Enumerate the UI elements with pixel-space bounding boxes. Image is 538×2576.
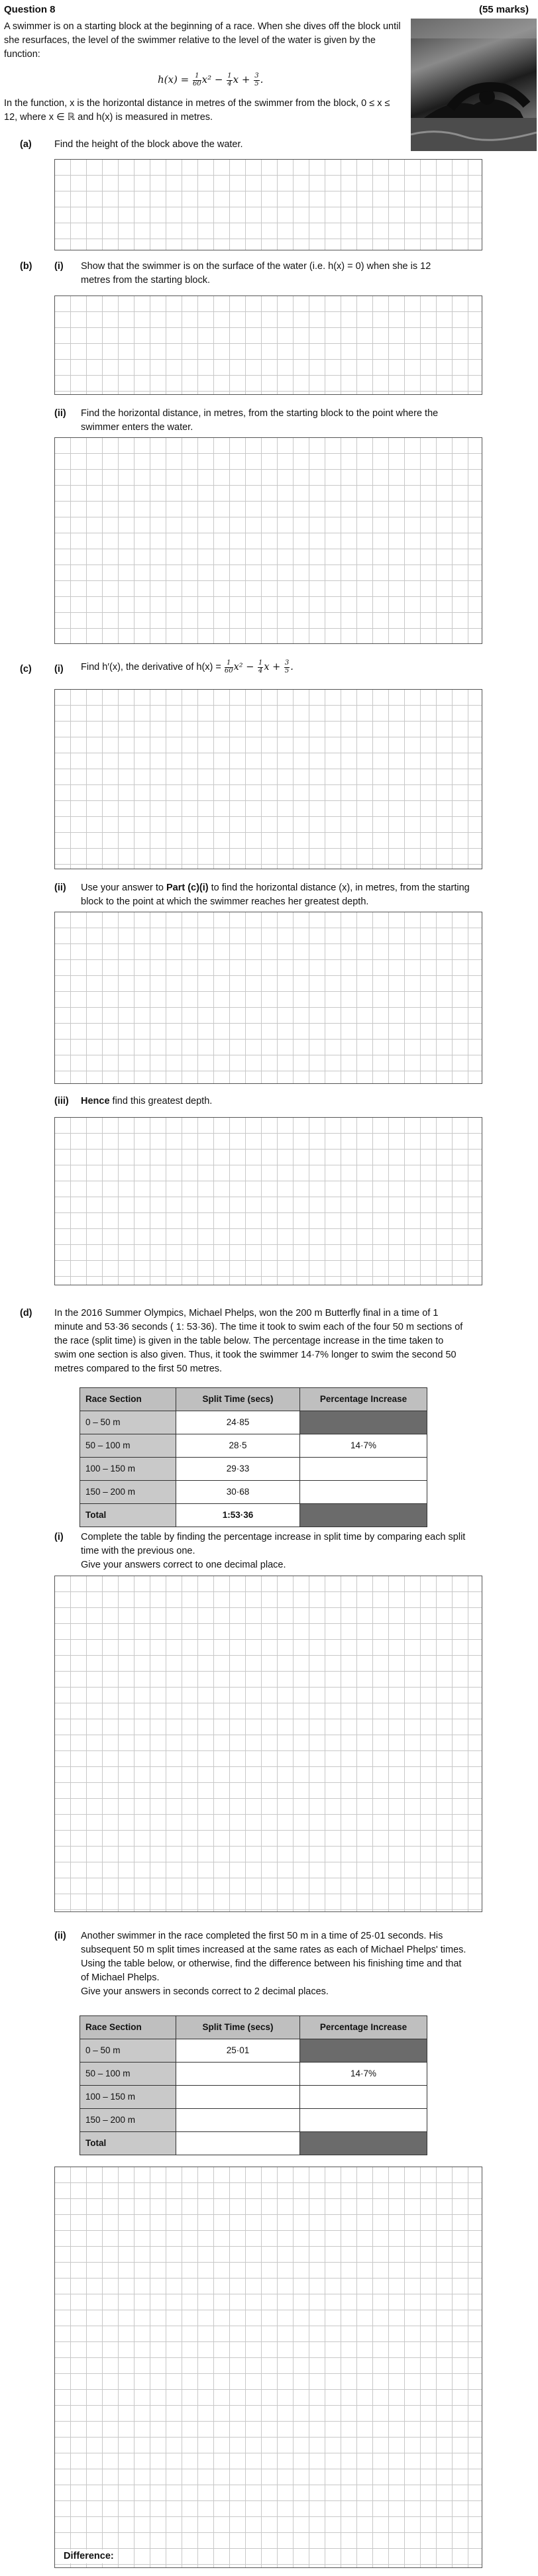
part-a-label: (a) bbox=[20, 139, 32, 150]
part-c-ii-text: Use your answer to Part (c)(i) to find the horizontal distance (x), in metres, from the starting block to the point at which the swimmer reaches her greatest depth. bbox=[81, 883, 470, 908]
table-cell-split: 30·68 bbox=[176, 1481, 300, 1504]
part-b-label: (b) bbox=[20, 261, 32, 272]
table-cell-section: 50 – 100 m bbox=[80, 2063, 176, 2086]
answer-grid-d-i[interactable] bbox=[54, 1576, 482, 1912]
answer-grid-c-i[interactable] bbox=[54, 689, 482, 869]
table-cell-section: 150 – 200 m bbox=[80, 1481, 176, 1504]
table-cell-section: 100 – 150 m bbox=[80, 1458, 176, 1481]
answer-grid-c-ii[interactable] bbox=[54, 912, 482, 1084]
function-equation bbox=[158, 73, 263, 87]
table-cell-shaded bbox=[300, 1411, 427, 1434]
part-b-ii-label: (ii) bbox=[54, 408, 66, 419]
table-header: Race Section bbox=[80, 1388, 176, 1411]
part-d-ii-label: (ii) bbox=[54, 1931, 66, 1941]
part-c-i-label: (i) bbox=[54, 664, 64, 674]
part-c-iii-label: (iii) bbox=[54, 1096, 69, 1106]
table-cell-percentage: 14·7% bbox=[300, 1434, 427, 1458]
part-c-i-text: Find h′(x), the derivative of h(x) = $\frac{1}{60}$ x² − $\frac{1}{4}$ x + $\frac{3}{5}$ . bbox=[81, 659, 294, 674]
table-row bbox=[80, 1458, 427, 1481]
part-b-i-text: Show that the swimmer is on the surface of the water (i.e. h(x) = 0) when she is 12 metres from the starting block. bbox=[81, 261, 431, 286]
table-cell-percentage-input[interactable] bbox=[300, 1458, 427, 1481]
table-cell-percentage-input[interactable] bbox=[300, 2086, 427, 2109]
question-title: Question 8 bbox=[4, 4, 56, 15]
part-c-label: (c) bbox=[20, 664, 32, 674]
swimmer-silhouette-icon bbox=[411, 19, 537, 151]
table-cell-split: 1:53·36 bbox=[176, 1504, 300, 1527]
table-header: Split Time (secs) bbox=[176, 1388, 300, 1411]
table-header: Race Section bbox=[80, 2016, 176, 2039]
table-row bbox=[80, 2063, 427, 2086]
part-c-ii-label: (ii) bbox=[54, 883, 66, 893]
table-header-row bbox=[80, 2016, 427, 2039]
table-cell-split: 28·5 bbox=[176, 1434, 300, 1458]
table-cell-split-input[interactable] bbox=[176, 2086, 300, 2109]
table-cell-section: Total bbox=[80, 1504, 176, 1527]
fraction-1-4: $\frac{1}{4}$ bbox=[227, 72, 232, 87]
answer-grid-c-iii[interactable] bbox=[54, 1117, 482, 1285]
function-term-2: x + bbox=[233, 74, 254, 85]
table-cell-section: 50 – 100 m bbox=[80, 1434, 176, 1458]
table-cell-shaded bbox=[300, 2039, 427, 2063]
table-cell-split: 25·01 bbox=[176, 2039, 300, 2063]
table-cell-percentage-input[interactable] bbox=[300, 1481, 427, 1504]
function-term-1: x² − bbox=[201, 74, 227, 85]
fraction-1-60: $\frac{1}{60}$ bbox=[192, 72, 201, 87]
table-cell-section: 0 – 50 m bbox=[80, 1411, 176, 1434]
question-marks: (55 marks) bbox=[478, 4, 529, 15]
part-b-i-label: (i) bbox=[54, 261, 64, 272]
table-row-total bbox=[80, 1504, 427, 1527]
part-b-ii-text: Find the horizontal distance, in metres, from the starting block to the point where the swimmer enters the water. bbox=[81, 408, 439, 433]
part-a-text: Find the height of the block above the water. bbox=[54, 139, 243, 150]
table-row bbox=[80, 2109, 427, 2132]
intro-paragraph: A swimmer is on a starting block at the beginning of a race. When she dives off the block until she resurfaces, the level of the swimmer relative to the level of the water is given by the function: bbox=[4, 21, 401, 60]
answer-grid-b-i[interactable] bbox=[54, 295, 482, 395]
table-row bbox=[80, 1411, 427, 1434]
part-d-label: (d) bbox=[20, 1308, 32, 1318]
part-d-ii-text: Another swimmer in the race completed the first 50 m in a time of 25·01 seconds. His subsequent 50 m split times increased at the same rates as each of Michael Phelps' times. Using the table below, or otherwise, find the difference between his finishing time and that of Michael Phelps. Give your answers in seconds correct to 2 decimal places. bbox=[81, 1931, 466, 1998]
table-row bbox=[80, 2039, 427, 2063]
part-d-i-text: Complete the table by finding the percentage increase in split time by comparing each split time with the previous one. Give your answers correct to one decimal place. bbox=[81, 1532, 466, 1571]
table-cell-section: 100 – 150 m bbox=[80, 2086, 176, 2109]
table-cell-section: 0 – 50 m bbox=[80, 2039, 176, 2063]
table-header: Split Time (secs) bbox=[176, 2016, 300, 2039]
part-d-text: In the 2016 Summer Olympics, Michael Phelps, won the 200 m Butterfly final in a time of 1 minute and 53·36 seconds ( 1: 53·36). The time it took to swim each of the four 50 m sections of the race (split time) is given in the table below. The percentage increase in the time taken to swim one section is also given. Thus, it took the swimmer 14·7% longer to swim the second 50 metres compared to the first 50 metres. bbox=[54, 1308, 463, 1375]
answer-grid-d-ii[interactable] bbox=[54, 2167, 482, 2568]
split-times-table bbox=[80, 1387, 427, 1527]
table-cell-split: 29·33 bbox=[176, 1458, 300, 1481]
answer-grid-a[interactable] bbox=[54, 159, 482, 250]
table-cell-section: 150 – 200 m bbox=[80, 2109, 176, 2132]
table-row-total bbox=[80, 2132, 427, 2155]
table-cell-percentage-input[interactable] bbox=[300, 2109, 427, 2132]
table-cell-shaded bbox=[300, 2132, 427, 2155]
fraction-3-5: $\frac{3}{5}$ bbox=[254, 72, 259, 87]
table-cell-split-input[interactable] bbox=[176, 2109, 300, 2132]
table-cell-split-input[interactable] bbox=[176, 2063, 300, 2086]
table-cell-split: 24·85 bbox=[176, 1411, 300, 1434]
answer-grid-b-ii[interactable] bbox=[54, 437, 482, 644]
table-cell-split-input[interactable] bbox=[176, 2132, 300, 2155]
part-d-i-label: (i) bbox=[54, 1532, 64, 1542]
table-row bbox=[80, 2086, 427, 2109]
table-cell-shaded bbox=[300, 1504, 427, 1527]
table-cell-section: Total bbox=[80, 2132, 176, 2155]
table-header: Percentage Increase bbox=[300, 2016, 427, 2039]
second-swimmer-table bbox=[80, 2015, 427, 2155]
function-lhs: h(x) = bbox=[158, 74, 192, 85]
table-cell-percentage: 14·7% bbox=[300, 2063, 427, 2086]
function-term-3: . bbox=[260, 74, 264, 85]
table-header: Percentage Increase bbox=[300, 1388, 427, 1411]
table-row bbox=[80, 1481, 427, 1504]
part-c-iii-text: Hence find this greatest depth. bbox=[81, 1096, 213, 1106]
table-row bbox=[80, 1434, 427, 1458]
intro-definition: In the function, x is the horizontal distance in metres of the swimmer from the block, 0 ≤ x ≤ 12, where x ∈ ℝ and h(x) is measured in metres. bbox=[4, 98, 390, 123]
table-header-row bbox=[80, 1388, 427, 1411]
difference-label: Difference: bbox=[61, 2549, 117, 2563]
swimmer-photo bbox=[411, 19, 537, 151]
